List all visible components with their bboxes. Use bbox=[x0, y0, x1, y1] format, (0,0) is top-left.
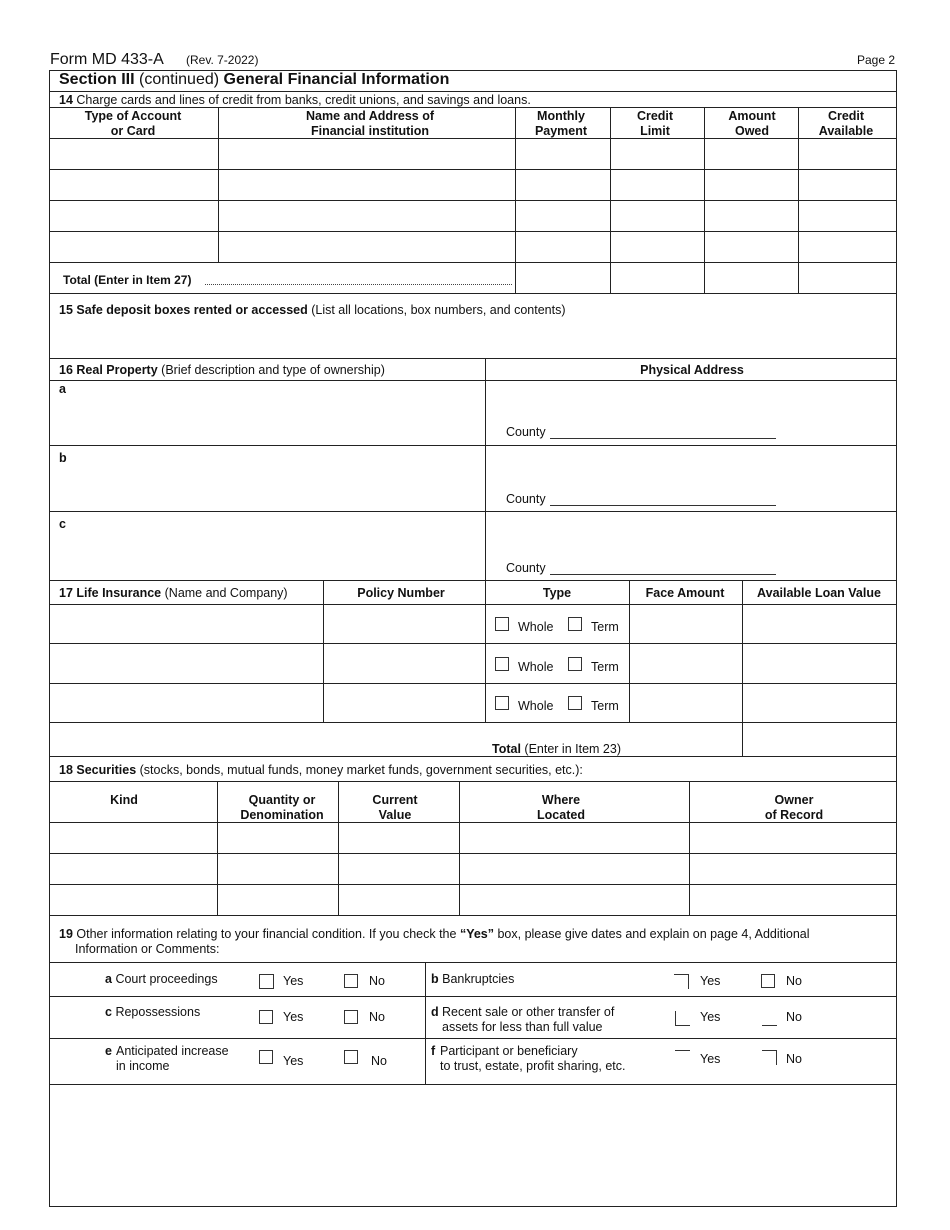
s16-row-a-county-label: County bbox=[506, 425, 546, 439]
page-number: Page 2 bbox=[857, 53, 896, 67]
s18-col-value: Current Value bbox=[372, 793, 418, 822]
s14-col-type: Type of Account or Card bbox=[84, 109, 182, 138]
s19-a-label bbox=[105, 972, 218, 987]
form-revision: (Rev. 7-2022) bbox=[186, 53, 259, 67]
s19-b-label bbox=[431, 972, 514, 987]
s19-intro-a: Other information relating to your financial condition. If you check the bbox=[76, 927, 460, 941]
s19-c-no-label: No bbox=[369, 1010, 385, 1024]
s19-b-no-checkbox[interactable] bbox=[761, 974, 775, 988]
s19-d-letter-wrap bbox=[431, 1005, 439, 1020]
s19-d-yes-label: Yes bbox=[700, 1010, 721, 1024]
s14-title bbox=[59, 93, 531, 108]
s19-intro-line2: Information or Comments: bbox=[75, 942, 220, 956]
s14-col-owed: Amount Owed bbox=[728, 109, 776, 138]
s14-total-leader bbox=[205, 284, 512, 285]
s17-title-bold: Life Insurance bbox=[76, 586, 162, 600]
s17-row2-term-checkbox[interactable] bbox=[568, 657, 582, 671]
s16-address-header: Physical Address bbox=[640, 363, 744, 377]
s17-total-normal: (Enter in Item 23) bbox=[524, 742, 621, 756]
s19-c-letter: c bbox=[105, 1005, 112, 1019]
s19-a-no-label: No bbox=[369, 974, 385, 988]
s19-c-yes-label: Yes bbox=[283, 1010, 304, 1024]
s14-total-label: Total (Enter in Item 27) bbox=[63, 273, 192, 287]
s17-total bbox=[492, 742, 621, 757]
s19-d-no-checkbox[interactable] bbox=[762, 1011, 777, 1026]
section-title-rest: General Financial Information bbox=[223, 71, 450, 88]
s16-row-b-letter: b bbox=[59, 451, 67, 465]
s18-col-kind: Kind bbox=[110, 793, 138, 807]
s17-number: 17 bbox=[59, 586, 73, 600]
s17-col-policy: Policy Number bbox=[357, 586, 445, 600]
s19-f-text: Participant or beneficiary to trust, estate, profit sharing, etc. bbox=[440, 1044, 626, 1073]
s19-a-yes-checkbox[interactable] bbox=[259, 974, 274, 989]
s16-row-c-county-input[interactable] bbox=[550, 574, 776, 575]
s19-number: 19 bbox=[59, 927, 73, 941]
s19-f-yes-label: Yes bbox=[700, 1052, 721, 1066]
s19-a-no-checkbox[interactable] bbox=[344, 974, 358, 988]
s19-f-letter: f bbox=[431, 1044, 436, 1058]
s19-f-no-checkbox[interactable] bbox=[762, 1050, 777, 1065]
s15-input[interactable] bbox=[50, 320, 896, 357]
s14-col-limit: Credit Limit bbox=[636, 109, 674, 138]
s19-e-no-checkbox[interactable] bbox=[344, 1050, 358, 1064]
s14-row4-name-input[interactable] bbox=[219, 232, 515, 262]
s16-title-bold: Real Property bbox=[76, 363, 158, 377]
s16-row-c-county-label: County bbox=[506, 561, 546, 575]
s19-c-label bbox=[105, 1005, 200, 1020]
s17-col-type: Type bbox=[542, 586, 572, 600]
s14-total-monthly-input[interactable] bbox=[516, 263, 610, 293]
s19-intro bbox=[59, 927, 810, 942]
s14-col-available: Credit Available bbox=[818, 109, 874, 138]
s19-b-letter: b bbox=[431, 972, 439, 986]
additional-blank-area[interactable] bbox=[50, 1085, 896, 1206]
s19-f-yes-checkbox[interactable] bbox=[675, 1050, 690, 1065]
s19-c-yes-checkbox[interactable] bbox=[259, 1010, 273, 1024]
s19-a-letter: a bbox=[105, 972, 112, 986]
form-name: Form MD 433-A bbox=[50, 51, 164, 68]
s14-col-name: Name and Address of Financial institution bbox=[305, 109, 435, 138]
s17-row1-term-label: Term bbox=[591, 620, 619, 634]
s16-row-a-letter: a bbox=[59, 382, 66, 396]
s17-row1-term-checkbox[interactable] bbox=[568, 617, 582, 631]
s18-title-normal: (stocks, bonds, mutual funds, money market funds, government securities, etc.): bbox=[139, 763, 583, 777]
s19-d-no-label: No bbox=[786, 1010, 802, 1024]
section-title bbox=[59, 71, 449, 89]
s19-b-no-label: No bbox=[786, 974, 802, 988]
s18-number: 18 bbox=[59, 763, 73, 777]
s19-e-yes-checkbox[interactable] bbox=[259, 1050, 273, 1064]
s17-col-loan: Available Loan Value bbox=[757, 586, 881, 600]
s17-title-normal: (Name and Company) bbox=[164, 586, 288, 600]
s19-c-no-checkbox[interactable] bbox=[344, 1010, 358, 1024]
s17-row3-term-label: Term bbox=[591, 699, 619, 713]
s17-row3-term-checkbox[interactable] bbox=[568, 696, 582, 710]
s19-d-letter: d bbox=[431, 1005, 439, 1019]
s16-row-a-county-input[interactable] bbox=[550, 438, 776, 439]
s18-col-location: Where Located bbox=[537, 793, 585, 822]
s14-row2-type-input[interactable] bbox=[50, 170, 218, 200]
s14-col-monthly: Monthly Payment bbox=[534, 109, 588, 138]
s18-title bbox=[59, 763, 583, 778]
s14-row3-name-input[interactable] bbox=[219, 201, 515, 231]
s19-d-yes-checkbox[interactable] bbox=[675, 1011, 690, 1026]
s19-f-letter-wrap bbox=[431, 1044, 435, 1059]
s14-row2-name-input[interactable] bbox=[219, 170, 515, 200]
s15-title-normal: (List all locations, box numbers, and contents) bbox=[311, 303, 566, 317]
s19-b-yes-label: Yes bbox=[700, 974, 721, 988]
s17-row2-term-label: Term bbox=[591, 660, 619, 674]
s19-f-no-label: No bbox=[786, 1052, 802, 1066]
section-title-bold: Section III bbox=[59, 71, 135, 88]
s17-row3-whole-checkbox[interactable] bbox=[495, 696, 509, 710]
s19-intro-b: box, please give dates and explain on page 4, Additional bbox=[494, 927, 810, 941]
s19-e-letter: e bbox=[105, 1044, 112, 1058]
s17-title bbox=[59, 586, 288, 601]
s16-row-b-county-label: County bbox=[506, 492, 546, 506]
s14-number: 14 bbox=[59, 93, 73, 107]
s19-e-text: Anticipated increase in income bbox=[116, 1044, 229, 1073]
s17-row3-whole-label: Whole bbox=[518, 699, 554, 713]
s14-row1-name-input[interactable] bbox=[219, 139, 515, 169]
s15-number: 15 bbox=[59, 303, 73, 317]
s19-a-yes-label: Yes bbox=[283, 974, 304, 988]
s14-row3-type-input[interactable] bbox=[50, 201, 218, 231]
section-title-normal: (continued) bbox=[139, 71, 220, 88]
s19-b-text: Bankruptcies bbox=[442, 972, 515, 986]
s19-e-no-label: No bbox=[371, 1054, 387, 1068]
s19-a-text: Court proceedings bbox=[115, 972, 218, 986]
s16-row-c-letter: c bbox=[59, 517, 66, 531]
s17-total-bold: Total bbox=[492, 742, 521, 756]
s16-title bbox=[59, 363, 385, 378]
s15-title-bold: Safe deposit boxes rented or accessed bbox=[76, 303, 308, 317]
s15-title bbox=[59, 303, 566, 318]
s16-row-b-county-input[interactable] bbox=[550, 505, 776, 506]
s14-row4-type-input[interactable] bbox=[50, 232, 218, 262]
s17-total-input[interactable] bbox=[743, 723, 896, 756]
s17-col-face: Face Amount bbox=[645, 586, 725, 600]
s17-row1-whole-label: Whole bbox=[518, 620, 554, 634]
s17-row2-whole-label: Whole bbox=[518, 660, 554, 674]
s19-e-yes-label: Yes bbox=[283, 1054, 304, 1068]
s18-col-owner: Owner of Record bbox=[764, 793, 824, 822]
s14-title-text: Charge cards and lines of credit from banks, credit unions, and savings and loans. bbox=[76, 93, 531, 107]
s14-row1-type-input[interactable] bbox=[50, 139, 218, 169]
s19-e-letter-wrap bbox=[105, 1044, 112, 1059]
s19-d-text: Recent sale or other transfer of assets for less than full value bbox=[442, 1005, 615, 1034]
s18-title-bold: Securities bbox=[76, 763, 137, 777]
s19-intro-yes: “Yes” bbox=[459, 927, 494, 941]
s18-col-quantity: Quantity or Denomination bbox=[240, 793, 324, 822]
s17-row1-whole-checkbox[interactable] bbox=[495, 617, 509, 631]
s19-b-yes-checkbox[interactable] bbox=[674, 974, 689, 989]
s17-row2-whole-checkbox[interactable] bbox=[495, 657, 509, 671]
s16-title-normal: (Brief description and type of ownership) bbox=[161, 363, 385, 377]
s16-number: 16 bbox=[59, 363, 73, 377]
s19-c-text: Repossessions bbox=[115, 1005, 201, 1019]
